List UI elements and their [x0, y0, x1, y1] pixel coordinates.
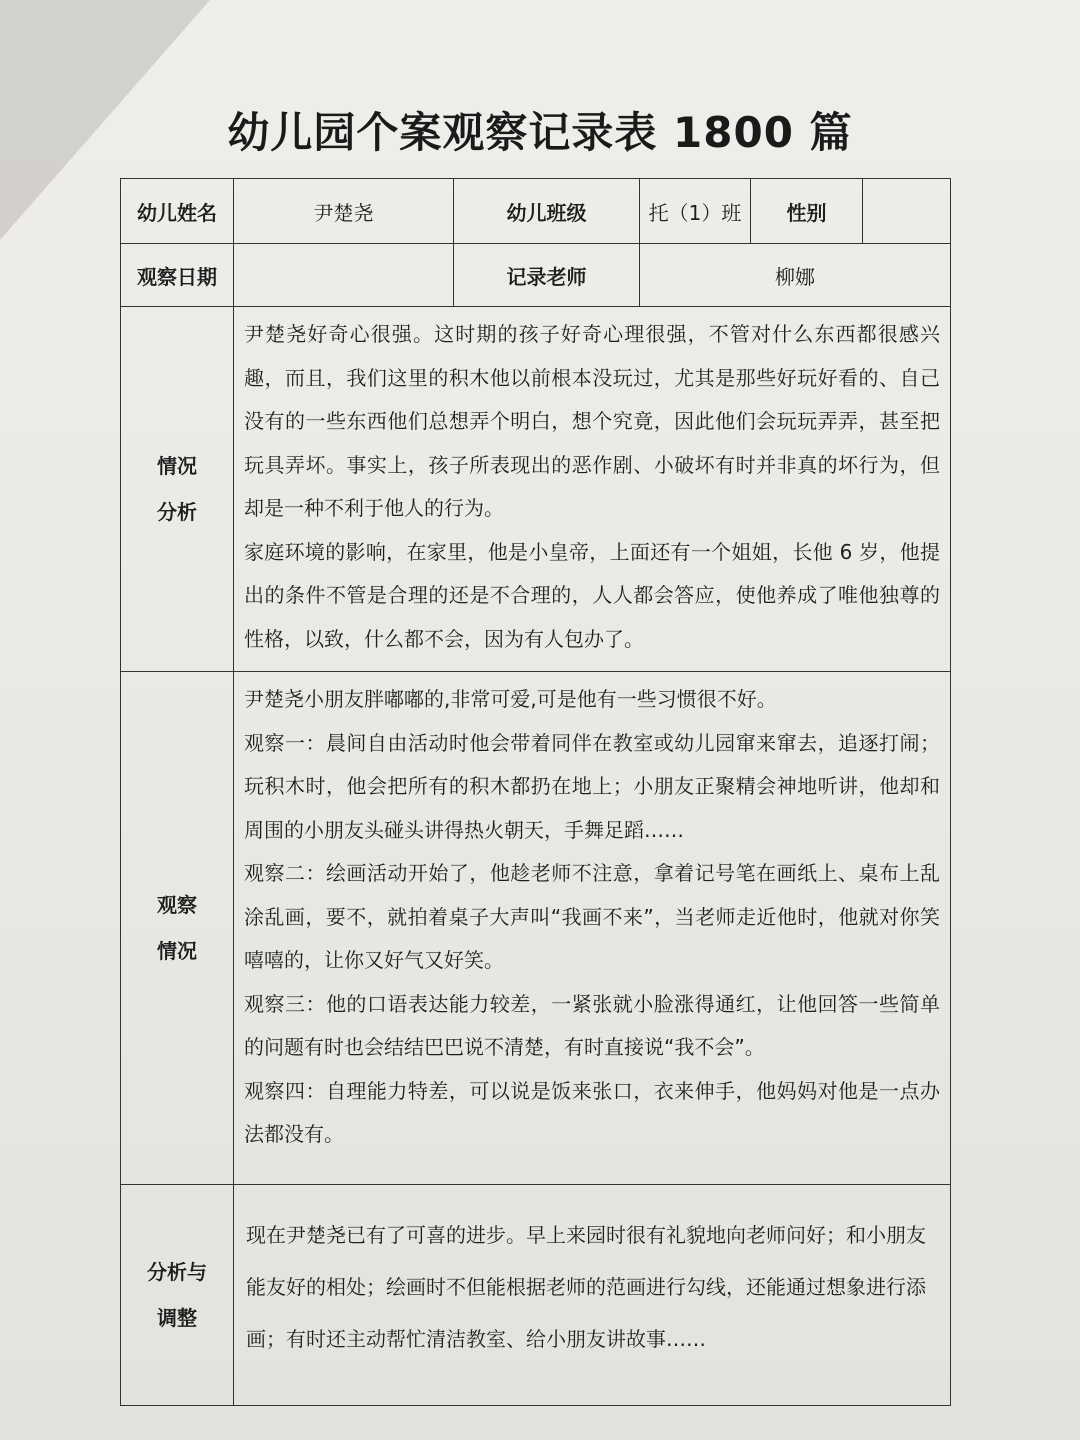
situation-label-line1: 情况 — [157, 454, 197, 478]
adjustment-label-line1: 分析与 — [147, 1260, 207, 1284]
observation-paragraph-1: 观察一：晨间自由活动时他会带着同伴在教室或幼儿园窜来窜去，追逐打闹；玩积木时，他会把所有的积木都扔在地上；小朋友正聚精会神地听讲，他却和周围的小朋友头碰头讲得热火朝天，手舞足蹈…… — [244, 730, 940, 842]
child-class-value: 托（1）班 — [640, 179, 751, 244]
observation-date-label: 观察日期 — [121, 244, 234, 307]
child-name-value: 尹楚尧 — [234, 179, 454, 244]
observation-paragraph-3: 观察三：他的口语表达能力较差，一紧张就小脸涨得通红，让他回答一些简单的问题有时也会结结巴巴说不清楚，有时直接说“我不会”。 — [244, 991, 940, 1059]
observation-intro: 尹楚尧小朋友胖嘟嘟的,非常可爱,可是他有一些习惯很不好。 — [244, 687, 777, 711]
child-name-label: 幼儿姓名 — [121, 179, 234, 244]
observation-paragraph-4: 观察四：自理能力特差，可以说是饭来张口，衣来伸手，他妈妈对他是一点办法都没有。 — [244, 1078, 940, 1146]
observation-situation-label — [121, 672, 234, 1185]
analysis-adjustment-content: 现在尹楚尧已有了可喜的进步。早上来园时很有礼貌地向老师问好；和小朋友能友好的相处；绘画时不但能根据老师的范画进行勾线，还能通过想象进行添画；有时还主动帮忙清洁教室、给小朋友讲故事…… — [234, 1185, 951, 1406]
child-class-label: 幼儿班级 — [454, 179, 640, 244]
recording-teacher-value: 柳娜 — [640, 244, 951, 307]
table-row-date-teacher — [121, 244, 951, 307]
observation-record-table — [120, 178, 951, 1406]
observation-label-line1: 观察 — [157, 893, 197, 917]
document-title: 幼儿园个案观察记录表 1800 篇 — [227, 108, 853, 157]
observation-content — [234, 672, 951, 1185]
table-row-adjustment — [121, 1185, 951, 1406]
situation-analysis-label — [121, 307, 234, 672]
situation-label-line2: 分析 — [157, 500, 197, 524]
observation-paragraph-2: 观察二：绘画活动开始了，他趁老师不注意，拿着记号笔在画纸上、桌布上乱涂乱画，要不，就拍着桌子大声叫“我画不来”，当老师走近他时，他就对你笑嘻嘻的，让你又好气又好笑。 — [244, 861, 940, 972]
recording-teacher-label: 记录老师 — [454, 244, 640, 307]
situation-paragraph: 尹楚尧好奇心很强。这时期的孩子好奇心理很强，不管对什么东西都很感兴趣，而且，我们这里的积木他以前根本没玩过，尤其是那些好玩好看的、自己没有的一些东西他们总想弄个明白，想个究竟，因此他们会玩玩弄弄，甚至把玩具弄坏。事实上，孩子所表现出的恶作剧、小破坏有时并非真的坏行为，但却是一种不利于他人的行为。 — [244, 322, 940, 520]
observation-label-line2: 情况 — [157, 939, 197, 963]
adjustment-label-line2: 调整 — [157, 1306, 197, 1330]
table-row-observation — [121, 672, 951, 1185]
table-row-situation-analysis — [121, 307, 951, 672]
table-row-basic-info — [121, 179, 951, 244]
gender-label: 性别 — [751, 179, 863, 244]
gender-value — [863, 179, 951, 244]
observation-date-value — [234, 244, 454, 307]
situation-analysis-content — [234, 307, 951, 672]
situation-paragraph: 家庭环境的影响，在家里，他是小皇帝，上面还有一个姐姐，长他 6 岁，他提出的条件不管是合理的还是不合理的，人人都会答应，使他养成了唯他独尊的性格，以致，什么都不会，因为有人包办了。 — [244, 539, 940, 651]
analysis-adjustment-label — [121, 1185, 234, 1406]
